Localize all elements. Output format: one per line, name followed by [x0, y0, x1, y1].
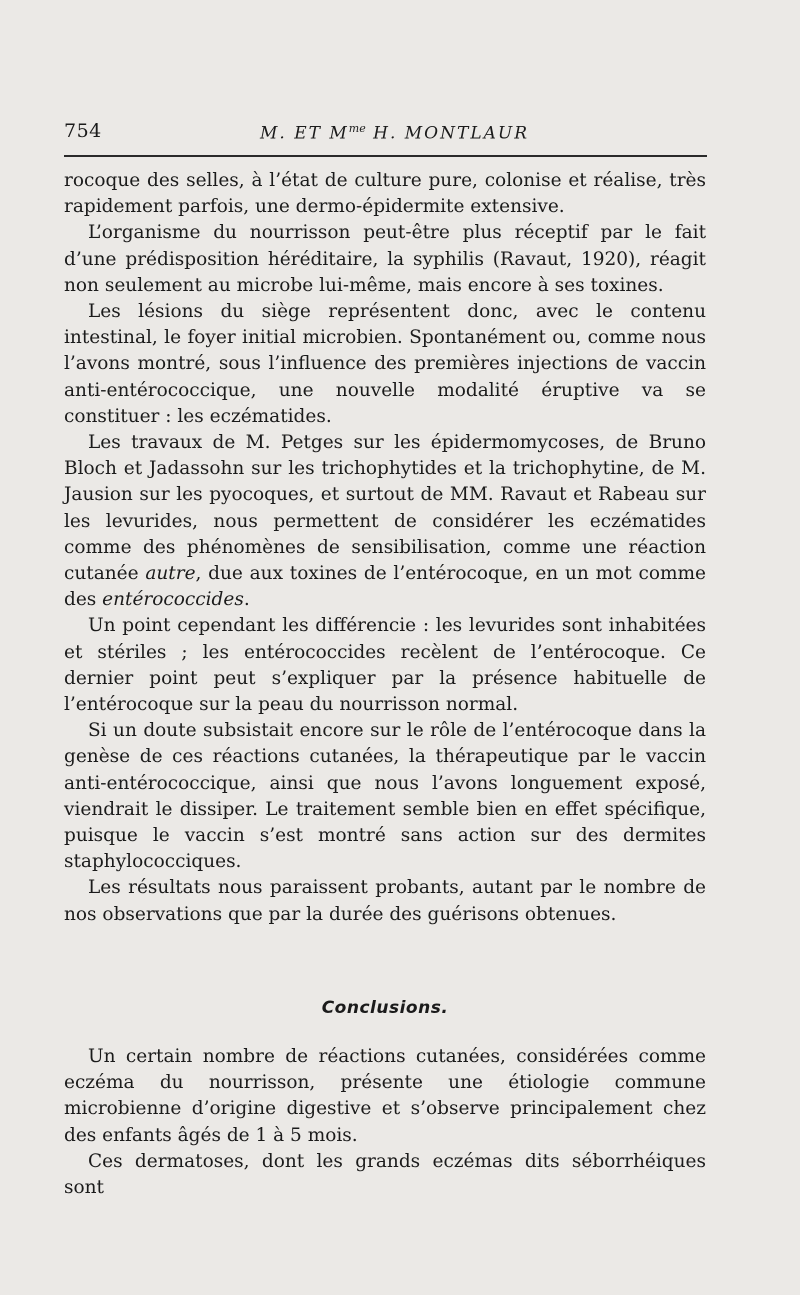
paragraph-travaux-em-a: autre	[145, 563, 196, 585]
running-head	[260, 122, 529, 144]
paragraph-travaux	[64, 430, 706, 613]
paragraph-resultats: Les résultats nous paraissent probants, autant par le nombre de nos observations que par la durée des guérisons obtenues.	[64, 877, 706, 925]
section-title: Conclusions.	[321, 998, 449, 1018]
paragraph-lesions: Les lésions du siège représentent donc, avec le contenu intestinal, le foyer initial microbien. Spontanément ou, comme nous l’avons montré, sous l’influence des premières injections de vaccin anti-entérococcique, une nouvelle modalité éruptive va se constituer : les eczématides.	[64, 301, 706, 427]
conclusions-text	[64, 1044, 706, 1201]
main-text	[64, 168, 706, 928]
paragraph-travaux-em-b: entérococcides	[102, 589, 244, 611]
paragraph-travaux-text-b: , due aux toxines de l’entérocoque, en un mot comme des	[64, 563, 706, 611]
paragraph-travaux-text-a: Les travaux de M. Petges sur les épidermomycoses, de Bruno Bloch et Jadassohn sur les trichophytides et la trichophytine, de M. Jausion sur les pyocoques, et surtout de MM. Ravaut et Rabeau sur les levurides, nous permettent de considérer les eczématides comme des phénomènes de sensibilisation, comme une réaction cutanée	[64, 432, 706, 585]
running-head-authors-b: H. MONTLAUR	[365, 123, 530, 144]
page-number: 754	[64, 120, 102, 142]
running-head-sup: me	[348, 122, 366, 135]
paragraph-continuation: rocoque des selles, à l’état de culture pure, colonise et réalise, très rapidement parfois, une dermo-épidermite extensive.	[64, 170, 706, 218]
conclusion-paragraph-1: Un certain nombre de réactions cutanées, considérées comme eczéma du nourrisson, présente une étiologie commune microbienne d’origine digestive et s’observe principalement chez des enfants âgés de 1 à 5 mois.	[64, 1046, 706, 1146]
paragraph-travaux-text-c: .	[243, 589, 250, 611]
header-rule	[64, 155, 707, 157]
page-header	[64, 120, 706, 150]
paragraph-organisme: L’organisme du nourrisson peut-être plus réceptif par le fait d’une prédisposition héréditaire, la syphilis (Ravaut, 1920), réagit non seulement au microbe lui-même, mais encore à ses toxines.	[64, 222, 706, 296]
paragraph-point: Un point cependant les différencie : les levurides sont inhabitées et stériles ; les entérococcides recèlent de l’entérocoque. Ce dernier point peut s’expliquer par la présence habituelle de l’entérocoque sur la peau du nourrisson normal.	[64, 615, 706, 716]
running-head-authors-a: M. ET M	[260, 123, 349, 144]
paragraph-doute: Si un doute subsistait encore sur le rôle de l’entérocoque dans la genèse de ces réactions cutanées, la thérapeutique par le vaccin anti-entérococcique, ainsi que nous l’avons longuement exposé, viendrait le dissiper. Le traitement semble bien en effet spécifique, puisque le vaccin s’est montré sans action sur des dermites staphylococciques.	[64, 720, 706, 873]
conclusion-paragraph-2: Ces dermatoses, dont les grands eczémas dits séborrhéiques sont	[64, 1150, 706, 1199]
